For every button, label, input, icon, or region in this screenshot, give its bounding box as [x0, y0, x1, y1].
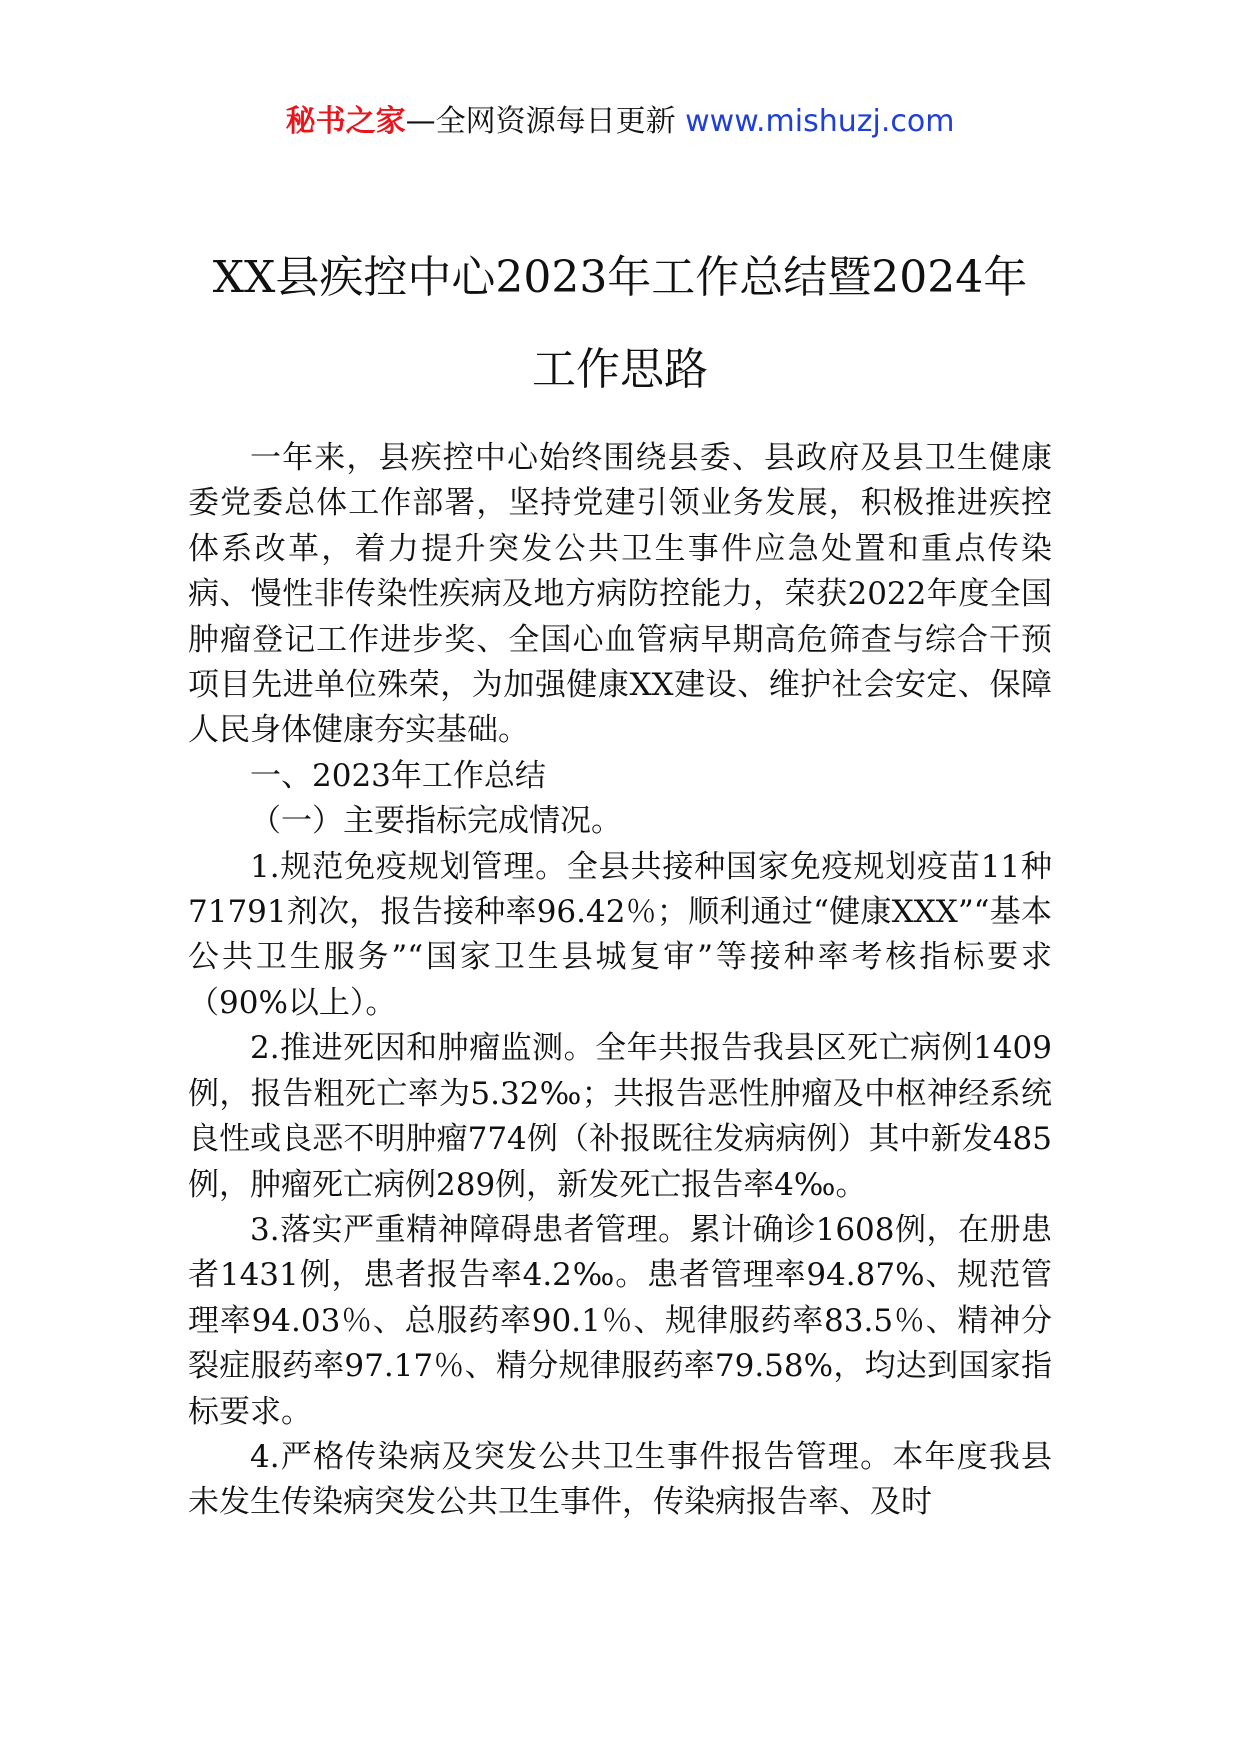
item-paragraph-1: 1.规范免疫规划管理。全县共接种国家免疫规划疫苗11种71791剂次，报告接种率96.42％；顺利通过“健康XXX”“基本公共卫生服务”“国家卫生县城复审”等接种率考核指标要求（90%以上）。	[188, 848, 1052, 1021]
intro-paragraph: 一年来，县疾控中心始终围绕县委、县政府及县卫生健康委党委总体工作部署，坚持党建引领业务发展，积极推进疾控体系改革，着力提升突发公共卫生事件应急处置和重点传染病、慢性非传染性疾病及地方病防控能力，荣获2022年度全国肿瘤登记工作进步奖、全国心血管病早期高危筛查与综合干预项目先进单位殊荣，为加强健康XX建设、维护社会安定、保障人民身体健康夯实基础。	[188, 440, 1052, 749]
item-paragraph-3: 3.落实严重精神障碍患者管理。累计确诊1608例，在册患者1431例，患者报告率4.2‰。患者管理率94.87%、规范管理率94.03％、总服药率90.1％、规律服药率83.5％、精神分裂症服药率97.17％、精分规律服药率79.58%，均达到国家指标要求。	[188, 1211, 1052, 1430]
banner-brand: 秘书之家	[285, 104, 406, 139]
document-title-line-2: 工作思路	[532, 344, 708, 395]
item-paragraph-2: 2.推进死因和肿瘤监测。全年共报告我县区死亡病例1409例，报告粗死亡率为5.32‰；共报告恶性肿瘤及中枢神经系统良性或良恶不明肿瘤774例（补报既往发病病例）其中新发485例，肿瘤死亡病例289例，新发死亡报告率4‰。	[188, 1030, 1052, 1203]
item-paragraph-4: 4.严格传染病及突发公共卫生事件报告管理。本年度我县未发生传染病突发公共卫生事件，传染病报告率、及时	[188, 1438, 1052, 1521]
document-title-line-1: XX县疾控中心2023年工作总结暨2024年	[212, 252, 1028, 303]
site-banner	[0, 100, 1240, 144]
document-title	[120, 232, 1120, 416]
section-heading: 一、2023年工作总结	[250, 757, 546, 794]
subsection-heading: （一）主要指标完成情况。	[250, 803, 622, 840]
banner-url-link[interactable]: www.mishuzj.com	[685, 104, 955, 139]
banner-tagline: —全网资源每日更新	[405, 104, 676, 139]
document-body	[188, 436, 1052, 1526]
